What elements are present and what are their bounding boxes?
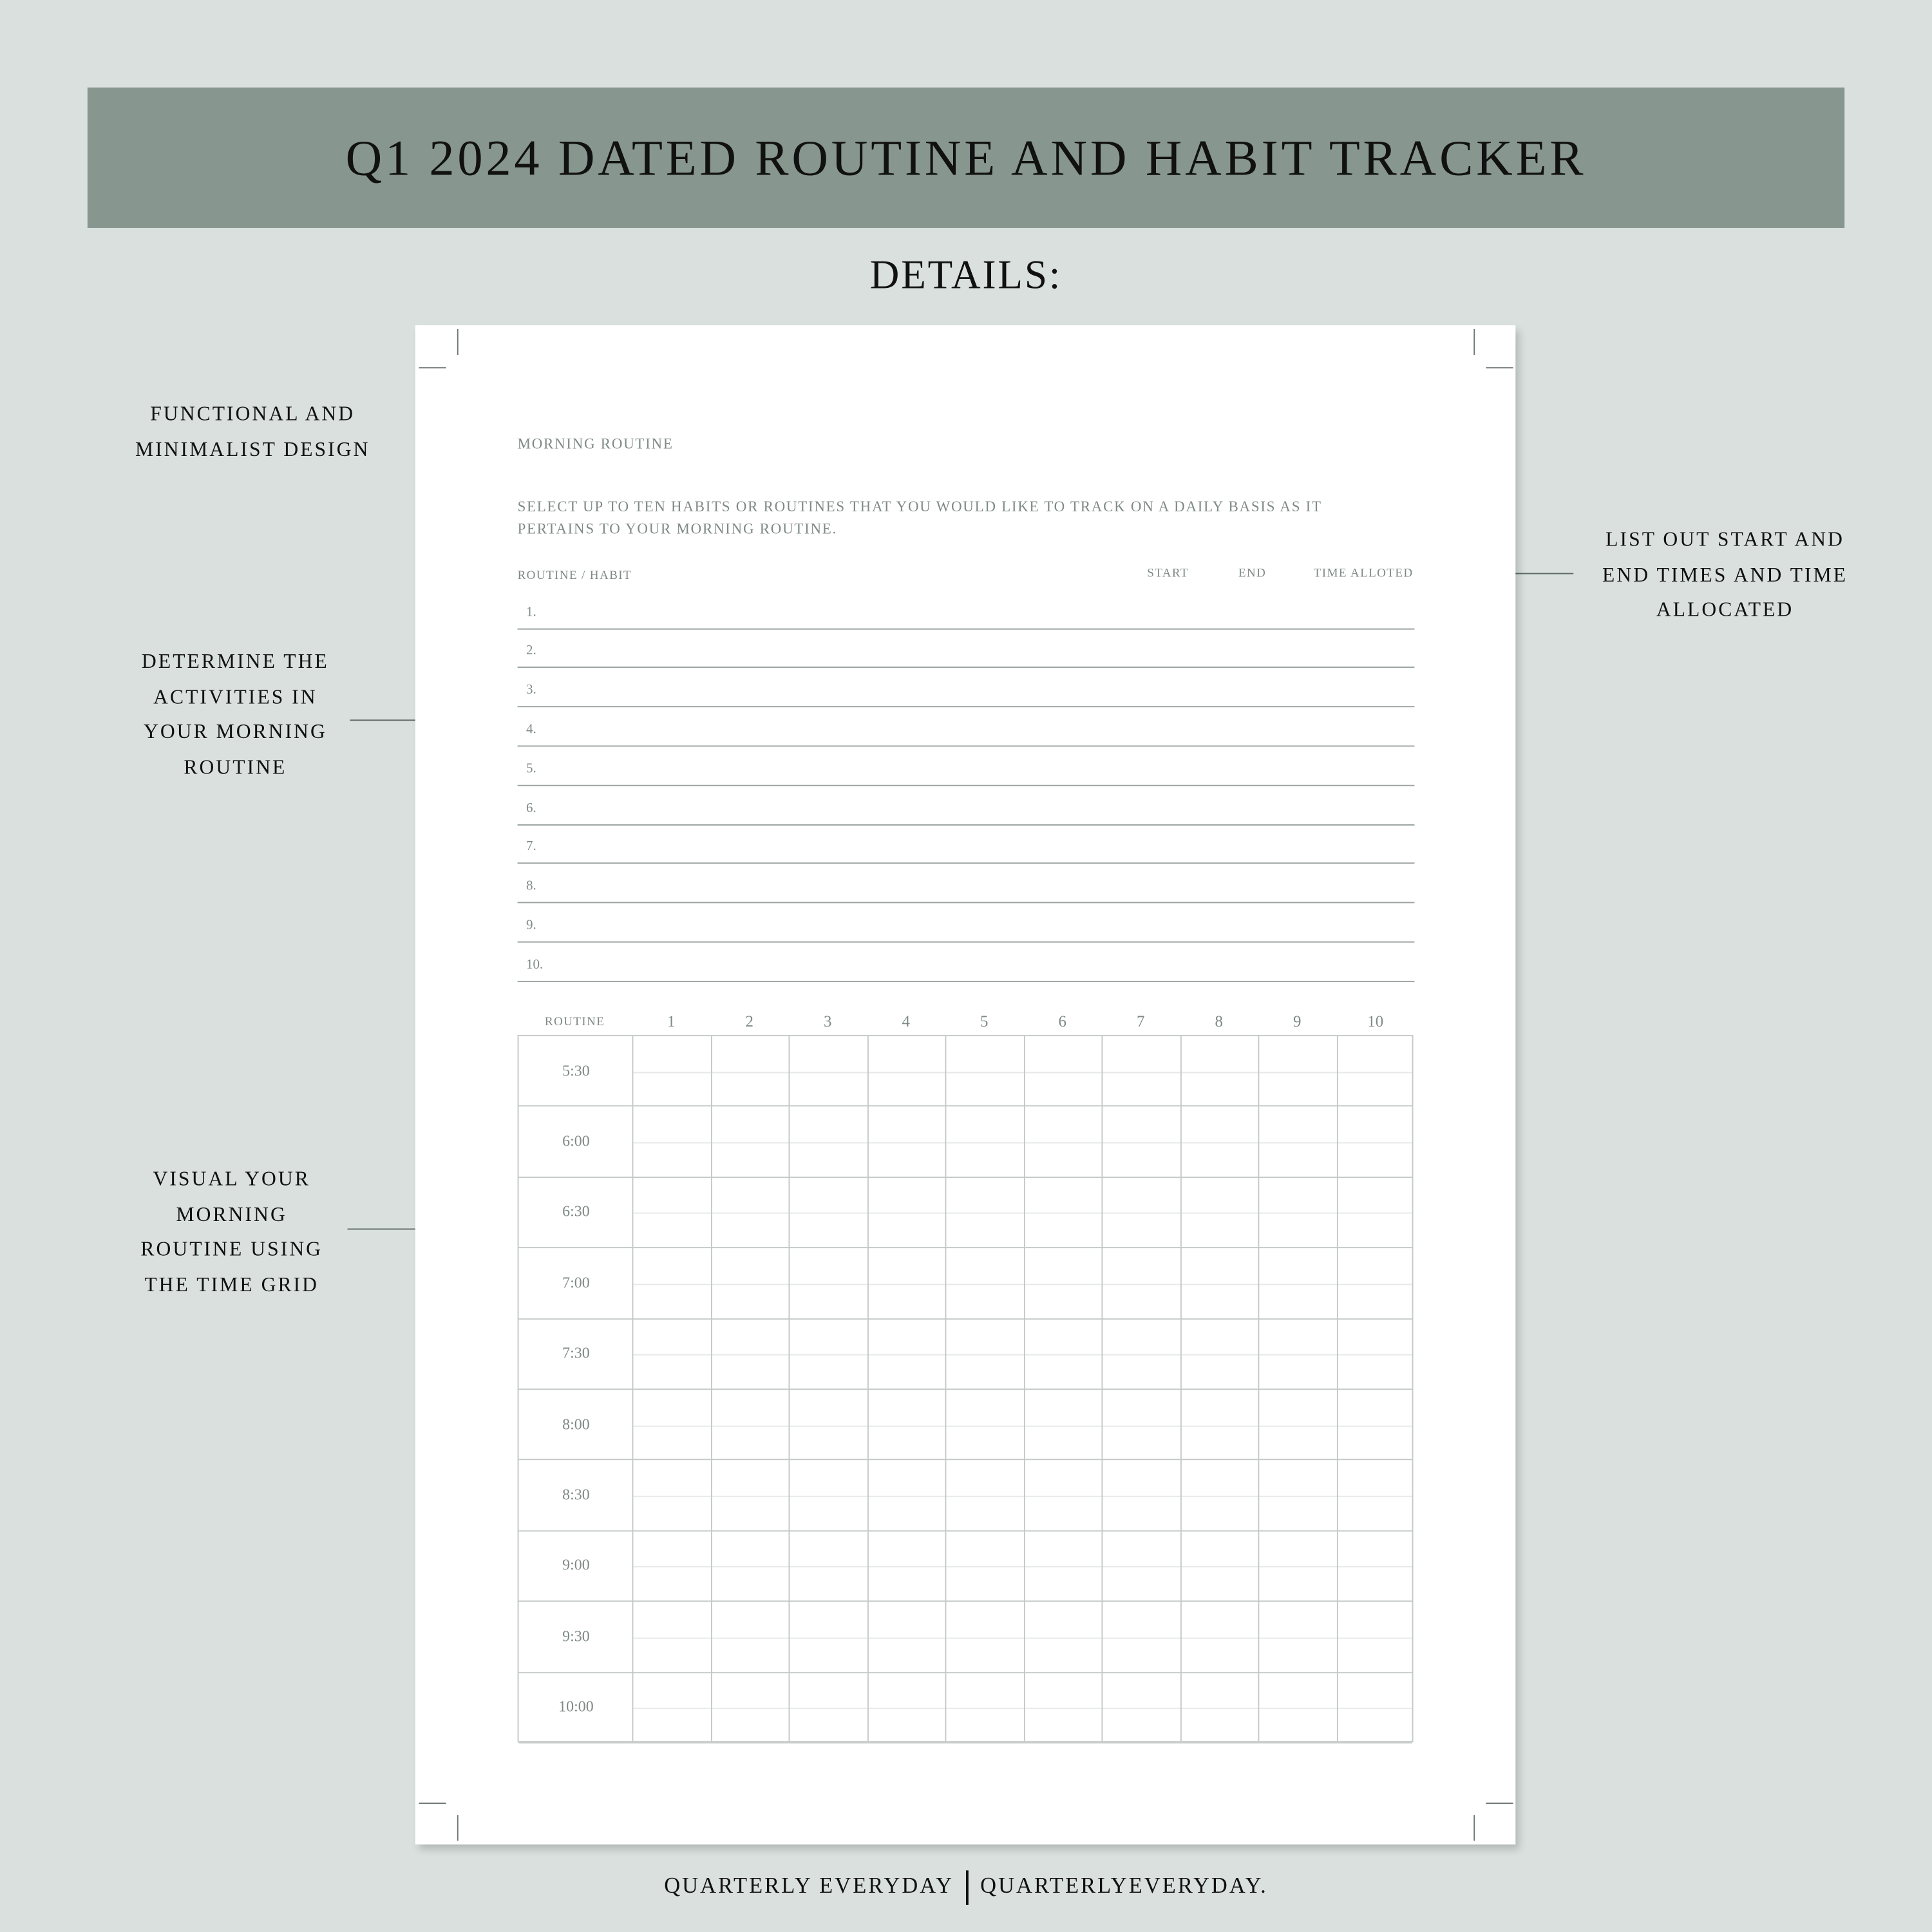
grid-column-line [1336, 1036, 1338, 1741]
crop-mark [1473, 1815, 1475, 1841]
crop-mark [1473, 329, 1475, 355]
habit-number: 1. [526, 604, 536, 620]
habit-row[interactable] [518, 667, 1415, 708]
grid-time-label: 9:00 [562, 1557, 590, 1575]
note-line: VISUAL YOUR [153, 1166, 310, 1191]
description-line: PERTAINS TO YOUR MORNING ROUTINE. [517, 520, 838, 538]
note-line: LIST OUT START AND [1605, 527, 1844, 551]
note-line: YOUR MORNING [143, 719, 327, 743]
habit-row[interactable] [518, 902, 1415, 943]
habit-number: 7. [526, 839, 536, 855]
grid-time-label: 7:00 [562, 1274, 590, 1291]
grid-row [518, 1461, 1412, 1531]
grid-row [518, 1107, 1412, 1178]
footer-divider [966, 1870, 968, 1905]
grid-column-line [1023, 1036, 1025, 1741]
habit-number: 8. [526, 878, 536, 894]
note-grid [84, 1162, 379, 1302]
section-description [518, 495, 1430, 540]
habit-number: 10. [526, 957, 544, 972]
habit-row[interactable] [518, 746, 1415, 786]
grid-row [518, 1531, 1412, 1602]
grid-column-header: 10 [1367, 1011, 1384, 1030]
grid-time-label: 9:30 [562, 1627, 590, 1645]
habit-row[interactable] [518, 824, 1415, 865]
footer [0, 1870, 1932, 1905]
grid-row [518, 1602, 1412, 1673]
grid-column-header: 8 [1215, 1011, 1223, 1030]
grid-time-label: 10:00 [558, 1698, 594, 1716]
footer-brand: QUARTERLY EVERYDAY [664, 1873, 954, 1898]
crop-mark [457, 1815, 459, 1841]
crop-mark [419, 1803, 446, 1804]
grid-column-line [945, 1036, 946, 1741]
title-banner [88, 88, 1844, 228]
habit-number: 6. [526, 800, 536, 815]
header-start: START [1147, 567, 1189, 581]
crop-mark [457, 329, 459, 355]
grid-column-header: 7 [1136, 1011, 1145, 1030]
note-times [1577, 522, 1873, 628]
habit-number: 5. [526, 761, 536, 777]
habit-row[interactable] [518, 942, 1415, 982]
note-activities [88, 645, 383, 785]
grid-column-line [1180, 1036, 1181, 1741]
habit-number: 4. [526, 722, 536, 737]
grid-time-label: 6:00 [562, 1132, 590, 1150]
grid-row [518, 1178, 1412, 1249]
grid-row [518, 1319, 1412, 1390]
note-line: THE TIME GRID [144, 1272, 319, 1296]
grid-time-label: 6:30 [562, 1203, 590, 1221]
header-time-alloted: TIME ALLOTED [1313, 567, 1414, 581]
crop-mark [1486, 1803, 1513, 1804]
note-line: MORNING [176, 1202, 287, 1226]
note-line: END TIMES AND TIME [1602, 562, 1848, 586]
note-design [105, 397, 401, 467]
habit-number: 2. [526, 643, 536, 659]
grid-column-header: 1 [667, 1011, 676, 1030]
grid-column-header: 4 [902, 1011, 910, 1030]
habit-row[interactable] [518, 785, 1415, 826]
note-line: DETERMINE THE [141, 649, 329, 673]
details-heading: DETAILS: [869, 254, 1063, 299]
grid-column-header: 3 [824, 1011, 832, 1030]
grid-time-label: 5:30 [562, 1061, 590, 1079]
footer-site: QUARTERLYEVERYDAY. [980, 1873, 1268, 1898]
section-title: MORNING ROUTINE [517, 435, 674, 453]
note-line: ALLOCATED [1656, 597, 1794, 621]
planner-page [415, 325, 1516, 1844]
grid-column-header: 2 [745, 1011, 753, 1030]
grid-column-header: 9 [1293, 1011, 1302, 1030]
grid-column-header: 5 [980, 1011, 989, 1030]
habit-row[interactable] [518, 589, 1415, 630]
grid-row [518, 1249, 1412, 1320]
grid-time-label: 7:30 [562, 1344, 590, 1362]
note-line: FUNCTIONAL AND [150, 401, 355, 426]
habit-row[interactable] [518, 628, 1415, 668]
time-grid [518, 1035, 1414, 1742]
header-routine-habit: ROUTINE / HABIT [517, 569, 632, 583]
header-end: END [1238, 567, 1267, 581]
note-line: MINIMALIST DESIGN [135, 437, 370, 460]
note-line: ACTIVITIES IN [153, 684, 317, 708]
grid-column-line [632, 1036, 634, 1741]
habit-row[interactable] [518, 863, 1415, 904]
crop-mark [1486, 367, 1513, 368]
grid-row [518, 1390, 1412, 1461]
habit-row[interactable] [518, 706, 1415, 747]
grid-time-label: 8:30 [562, 1486, 590, 1504]
grid-row [518, 1036, 1412, 1107]
grid-header-routine: ROUTINE [544, 1015, 605, 1029]
crop-mark [419, 367, 446, 368]
note-line: ROUTINE USING [140, 1236, 323, 1261]
note-line: ROUTINE [184, 754, 287, 779]
habit-number: 9. [526, 918, 536, 933]
grid-row [518, 1672, 1412, 1743]
grid-column-line [867, 1036, 868, 1741]
habit-number: 3. [526, 683, 536, 698]
description-line: SELECT UP TO TEN HABITS OR ROUTINES THAT YOU WOULD LIKE TO TRACK ON A DAILY BASIS AS IT [517, 497, 1322, 515]
grid-time-label: 8:00 [562, 1415, 590, 1433]
grid-column-line [1258, 1036, 1259, 1741]
grid-column-line [1101, 1036, 1103, 1741]
banner-title: Q1 2024 DATED ROUTINE AND HABIT TRACKER [345, 129, 1587, 186]
grid-column-line [788, 1036, 790, 1741]
grid-column-line [710, 1036, 712, 1741]
grid-column-header: 6 [1058, 1011, 1066, 1030]
